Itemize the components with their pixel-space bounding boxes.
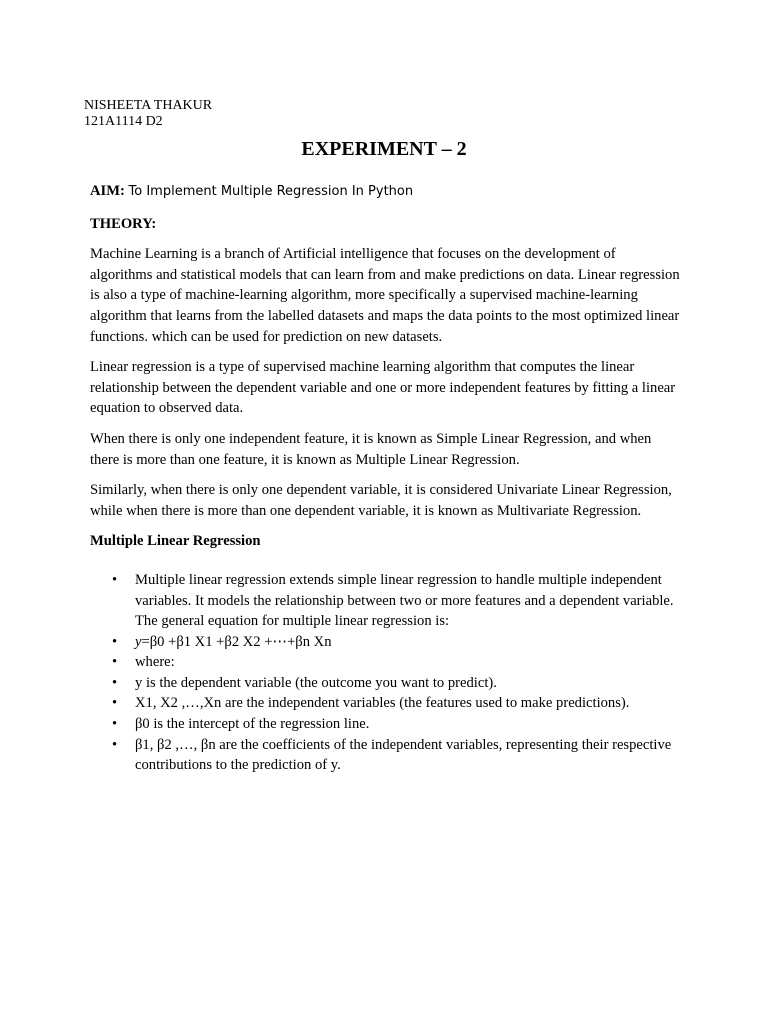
list-item — [112, 652, 680, 673]
bullet-text: β1, β2 ,…, βn are the coefficients of the independent variables, representing their respective contributions to the prediction of y. — [135, 736, 672, 774]
aim-text: To Implement Multiple Regression In Python — [128, 184, 414, 199]
bullet-text: y is the dependent variable (the outcome you want to predict). — [135, 674, 497, 691]
bullet-icon: • — [112, 695, 118, 712]
theory-paragraph-3: When there is only one independent feature, it is known as Simple Linear Regression, and when there is more than one feature, it is known as Multiple Linear Regression. — [90, 430, 652, 468]
theory-paragraph-4: Similarly, when there is only one dependent variable, it is considered Univariate Linear Regression, while when there is more than one dependent variable, it is known as Multivariate Regression. — [90, 482, 672, 519]
bullet-icon: • — [112, 633, 118, 650]
theory-paragraph-1: Machine Learning is a branch of Artificial intelligence that focuses on the development of algorithms and statistical models that can learn from and make predictions on data. Linear regression is also a type of machine-learning algorithm, more specifically a supervised machine-learning algorithm that learns from the labelled datasets and maps the data points to the most optimized linear functions. which can be used for prediction on new datasets. — [90, 246, 680, 345]
mlr-heading: Multiple Linear Regression — [90, 533, 261, 550]
equation-rest: =β0 +β1 X1 +β2 X2 +⋯+βn Xn — [141, 633, 332, 650]
list-item — [112, 714, 680, 735]
bullet-icon: • — [112, 716, 118, 733]
bullet-icon: • — [112, 736, 118, 753]
bullet-icon: • — [112, 654, 118, 671]
mlr-bullet-list — [90, 570, 680, 776]
bullet-icon: • — [112, 674, 118, 691]
aim-line — [90, 181, 680, 203]
author-header — [84, 98, 212, 130]
bullet-text: β0 is the intercept of the regression line. — [135, 716, 370, 733]
page-title: EXPERIMENT – 2 — [301, 138, 467, 160]
bullet-text: X1, X2 ,…,Xn are the independent variables (the features used to make predictions). — [135, 695, 630, 712]
list-item — [112, 570, 680, 632]
aim-label: AIM: — [90, 183, 125, 199]
list-item — [112, 735, 680, 776]
theory-paragraph-2: Linear regression is a type of supervised machine learning algorithm that computes the linear relationship between the dependent variable and one or more independent features by fitting a linear equation to observed data. — [90, 359, 676, 417]
list-item — [112, 673, 680, 694]
author-id: 121A1114 D2 — [84, 114, 163, 129]
author-name: NISHEETA THAKUR — [84, 98, 213, 113]
bullet-text: Multiple linear regression extends simple linear regression to handle multiple independent variables. It models the relationship between two or more features and a dependent variable. The general equation for multiple linear regression is: — [135, 571, 674, 630]
bullet-text: where: — [135, 654, 175, 671]
theory-heading: THEORY: — [90, 215, 157, 232]
list-item — [112, 693, 680, 714]
document-body — [90, 181, 680, 776]
list-item-equation — [112, 632, 680, 653]
equation-y: y — [135, 633, 142, 650]
bullet-icon: • — [112, 571, 118, 588]
